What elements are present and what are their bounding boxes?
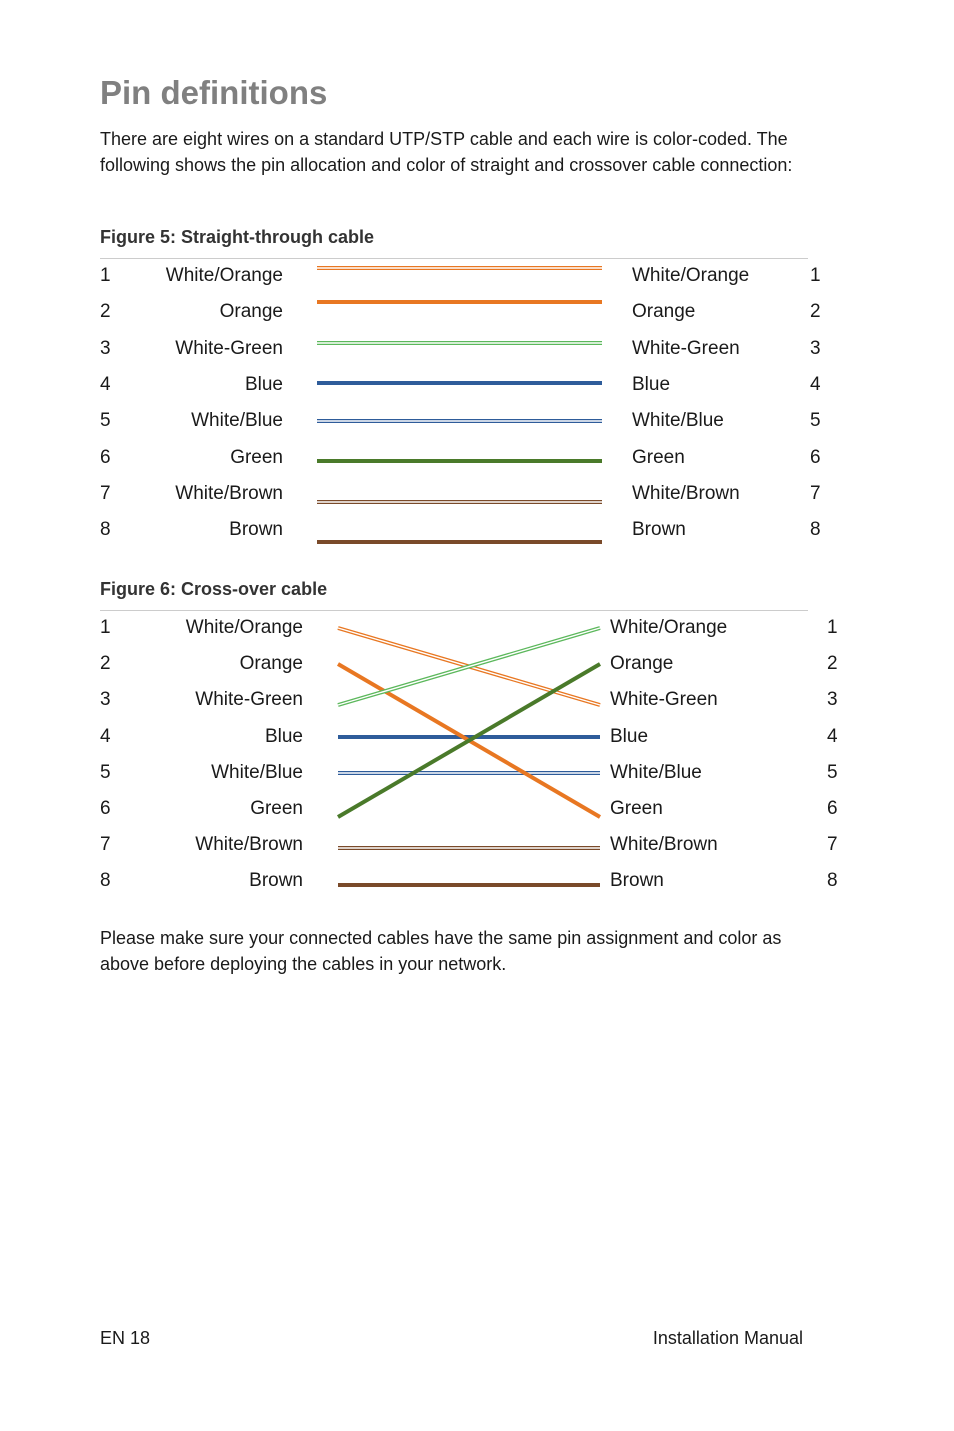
- pin-number-right: 4: [810, 373, 821, 395]
- pin-number-left: 2: [100, 301, 111, 323]
- wire-label-right: White/Brown: [610, 834, 718, 856]
- pin-number-left: 1: [100, 617, 111, 638]
- figure6-caption: Figure 6: Cross-over cable: [100, 579, 328, 599]
- wire-label-left: White/Blue: [211, 761, 303, 783]
- pin-number-right: 5: [810, 410, 821, 432]
- wire-label-left: Brown: [249, 870, 303, 892]
- pin-number-left: 5: [100, 410, 111, 432]
- pin-number-right: 3: [827, 689, 838, 711]
- wire-label-right: Brown: [632, 519, 686, 541]
- pin-number-left: 4: [100, 373, 111, 395]
- pin-number-right: 5: [827, 761, 838, 783]
- page-number: EN 18: [100, 1328, 151, 1348]
- wire-label-right: White/Orange: [610, 617, 728, 638]
- wire-label-right: Blue: [632, 373, 671, 395]
- wire-label-left: Orange: [219, 301, 283, 323]
- pin-number-right: 7: [827, 834, 838, 856]
- pin-number-right: 6: [827, 798, 838, 819]
- wire-label-right: Green: [632, 446, 685, 468]
- pin-number-left: 6: [100, 446, 111, 468]
- wire-label-right: White/Orange: [632, 265, 750, 286]
- wire-label-left: Blue: [264, 725, 303, 747]
- wire-label-right: Green: [610, 798, 663, 819]
- pin-number-left: 5: [100, 761, 111, 783]
- pin-number-left: 2: [100, 653, 111, 675]
- page-title: Pin definitions: [100, 74, 328, 111]
- pin-number-left: 7: [100, 482, 111, 504]
- wire-label-left: White/Brown: [195, 834, 303, 856]
- pin-number-right: 7: [810, 482, 821, 504]
- wire-label-right: Blue: [610, 725, 649, 747]
- pin-number-right: 2: [810, 301, 821, 323]
- wire-label-left: White/Blue: [191, 410, 283, 432]
- pin-number-right: 4: [827, 725, 838, 747]
- pin-number-right: 1: [810, 265, 821, 286]
- wire-label-right: White/Blue: [610, 761, 702, 783]
- wire-label-left: Brown: [229, 519, 283, 541]
- wire-label-right: White-Green: [632, 337, 740, 359]
- pin-number-right: 8: [810, 519, 821, 541]
- pin-number-right: 6: [810, 446, 821, 468]
- wire-label-right: Orange: [632, 301, 696, 323]
- wire-label-right: White/Blue: [632, 410, 724, 432]
- intro-paragraph: There are eight wires on a standard UTP/STP cable and each wire is color-coded. The following shows the pin allocation and color of straight and crossover cable connection:: [100, 129, 793, 175]
- pin-number-left: 8: [100, 870, 111, 892]
- pin-number-left: 8: [100, 519, 111, 541]
- wire-label-right: White-Green: [610, 689, 718, 711]
- pin-number-left: 1: [100, 265, 111, 286]
- figure5-caption: Figure 5: Straight-through cable: [100, 227, 375, 247]
- wire-label-left: White/Orange: [185, 617, 303, 638]
- closing-paragraph: Please make sure your connected cables have the same pin assignment and color as above before deploying the cables in your network.: [100, 928, 782, 974]
- pin-number-left: 3: [100, 689, 111, 711]
- wire-label-left: White-Green: [195, 689, 303, 711]
- pin-number-left: 7: [100, 834, 111, 856]
- wire-label-left: White/Orange: [165, 265, 283, 286]
- wire-label-left: Orange: [239, 653, 303, 675]
- wire-label-right: White/Brown: [632, 482, 740, 504]
- pin-number-right: 3: [810, 337, 821, 359]
- wire-label-left: Green: [250, 798, 303, 819]
- wire-label-left: Green: [230, 446, 283, 468]
- straight-through-wires: [317, 268, 602, 542]
- wire-label-right: Orange: [610, 653, 674, 675]
- wire-label-left: White/Brown: [175, 482, 283, 504]
- wire-label-right: Brown: [610, 870, 664, 892]
- pin-number-left: 4: [100, 725, 111, 747]
- pin-number-left: 3: [100, 337, 111, 359]
- pin-number-left: 6: [100, 798, 111, 819]
- wire-label-left: White-Green: [175, 337, 283, 359]
- pin-number-right: 8: [827, 870, 838, 892]
- wire-label-left: Blue: [244, 373, 283, 395]
- pin-number-right: 2: [827, 653, 838, 675]
- crossover-wires: [338, 628, 600, 885]
- pin-number-right: 1: [827, 617, 838, 638]
- document-title: Installation Manual: [652, 1328, 803, 1348]
